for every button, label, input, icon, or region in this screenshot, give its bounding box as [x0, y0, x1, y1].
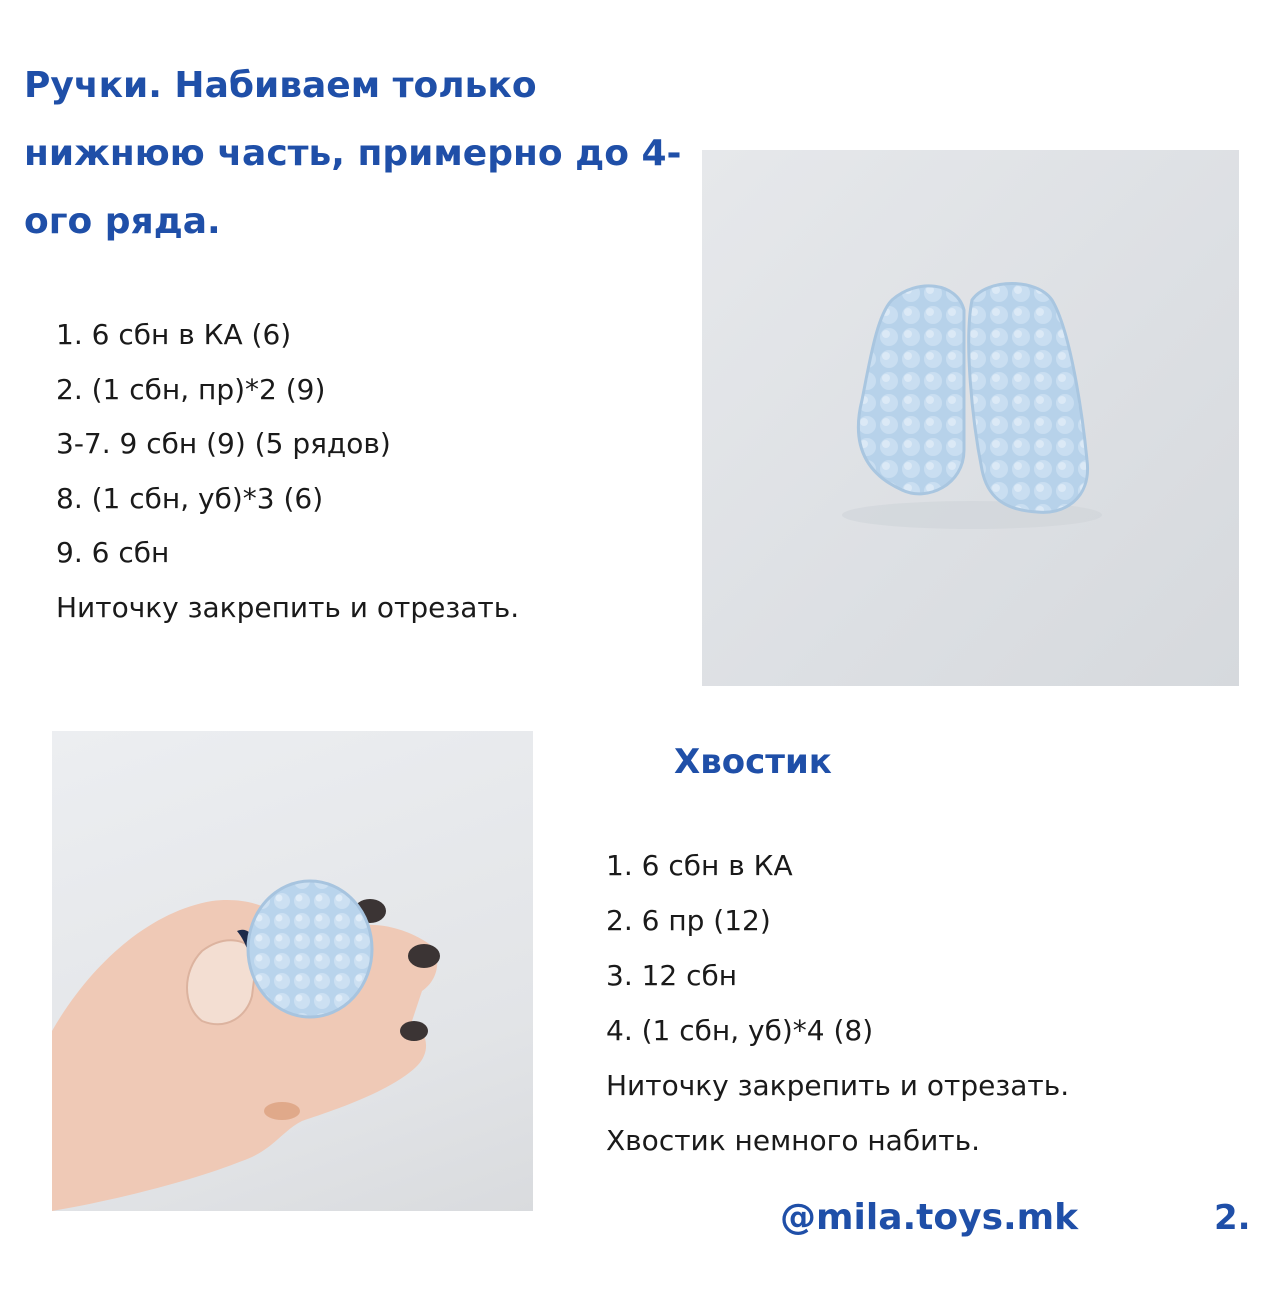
hands-section-title: Ручки. Набиваем только нижнюю часть, примерно до 4-ого ряда.	[24, 65, 682, 242]
tail-step: Хвостик немного набить.	[606, 1124, 981, 1157]
author-handle: @mila.toys.mk	[780, 1197, 1079, 1238]
hands-steps-list	[56, 308, 519, 635]
tail-step: 4. (1 сбн, уб)*4 (8)	[606, 1014, 874, 1047]
tail-step: 2. 6 пр (12)	[606, 904, 771, 937]
right-hand-piece	[969, 284, 1088, 513]
tail-step: 3. 12 сбн	[606, 959, 738, 992]
tail-step: 1. 6 сбн в КА	[606, 849, 793, 882]
hand-holding-tail-illustration	[52, 731, 533, 1211]
hand-shape	[52, 899, 440, 1211]
hands-step: 1. 6 сбн в КА (6)	[56, 318, 292, 351]
hands-step: 9. 6 сбн	[56, 536, 170, 569]
hands-photo	[702, 150, 1239, 686]
hands-step: 3-7. 9 сбн (9) (5 рядов)	[56, 427, 391, 460]
tail-step: Ниточку закрепить и отрезать.	[606, 1069, 1070, 1102]
tail-steps-list	[606, 838, 1069, 1168]
crocheted-hands-illustration	[702, 150, 1239, 686]
tail-piece	[248, 881, 372, 1017]
page-number: 2.	[1214, 1198, 1251, 1238]
hands-step: 2. (1 сбн, пр)*2 (9)	[56, 372, 326, 406]
hands-step: 8. (1 сбн, уб)*3 (6)	[56, 481, 324, 515]
tail-photo	[52, 731, 533, 1211]
hands-step: Ниточку закрепить и отрезать.	[56, 590, 520, 624]
tail-section-title: Хвостик	[674, 742, 832, 782]
left-hand-piece	[858, 286, 964, 494]
